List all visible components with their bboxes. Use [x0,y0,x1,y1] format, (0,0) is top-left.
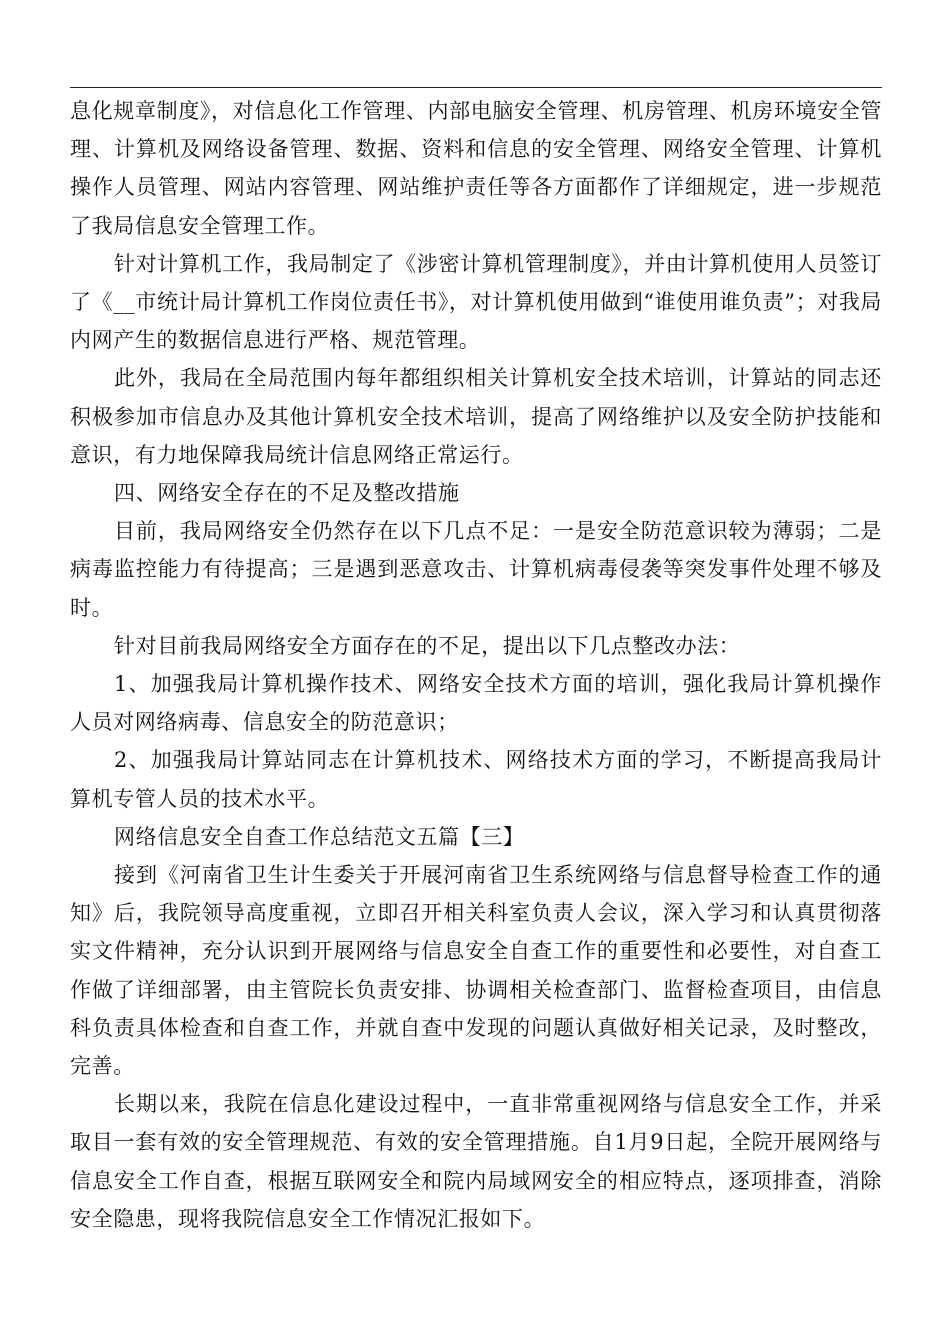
paragraph-measures-intro: 针对目前我局网络安全方面存在的不足，提出以下几点整改办法： [114,633,741,658]
section-heading-shortcomings: 四、网络安全存在的不足及整改措施 [114,481,460,506]
header-rule [70,87,882,88]
paragraph-shortcomings: 目前，我局网络安全仍然存在以下几点不足：一是安全防范意识较为薄弱；二是病毒监控能力有待提高；三是遇到恶意攻击、计算机病毒侵袭等突发事件处理不够及时。 [70,519,882,620]
list-item-measure-2: 2、加强我局计算站同志在计算机技术、网络技术方面的学习，不断提高我局计算机专管人员的技术水平。 [70,748,882,811]
paragraph-computer-management: 针对计算机工作，我局制定了《涉密计算机管理制度》，并由计算机使用人员签订了《__市统计局计算机工作岗位责任书》，对计算机使用做到“谁使用谁负责”；对我局内网产生的数据信息进行严格、规范管理。 [70,251,882,353]
document-body [70,92,882,1238]
paragraph-long-term: 长期以来，我院在信息化建设过程中，一直非常重视网络与信息安全工作，并采取目一套有效的安全管理规范、有效的安全管理措施。自1月9日起，全院开展网络与信息安全工作自查，根据互联网安全和院内局域网安全的相应特点，逐项排查，消除安全隐患，现将我院信息安全工作情况汇报如下。 [70,1092,882,1231]
section-title-part-three: 网络信息安全自查工作总结范文五篇【三】 [114,824,525,849]
paragraph-notice-received: 接到《河南省卫生计生委关于开展河南省卫生系统网络与信息督导检查工作的通知》后，我院领导高度重视，立即召开相关科室负责人会议，深入学习和认真贯彻落实文件精神，充分认识到开展网络与信息安全自查工作的重要性和必要性，对自查工作做了详细部署，由主管院长负责安排、协调相关检查部门、监督检查项目，由信息科负责具体检查和自查工作，并就自查中发现的问题认真做好相关记录，及时整改，完善。 [70,863,882,1079]
list-item-measure-1: 1、加强我局计算机操作技术、网络安全技术方面的培训，强化我局计算机操作人员对网络病毒、信息安全的防范意识； [70,672,882,735]
paragraph-continuation: 息化规章制度》，对信息化工作管理、内部电脑安全管理、机房管理、机房环境安全管理、计算机及网络设备管理、数据、资料和信息的安全管理、网络安全管理、计算机操作人员管理、网站内容管理、网站维护责任等各方面都作了详细规定，进一步规范了我局信息安全管理工作。 [70,99,882,238]
paragraph-training: 此外，我局在全局范围内每年都组织相关计算机安全技术培训，计算站的同志还积极参加市信息办及其他计算机安全技术培训，提高了网络维护以及安全防护技能和意识，有力地保障我局统计信息网络正常运行。 [70,366,882,467]
